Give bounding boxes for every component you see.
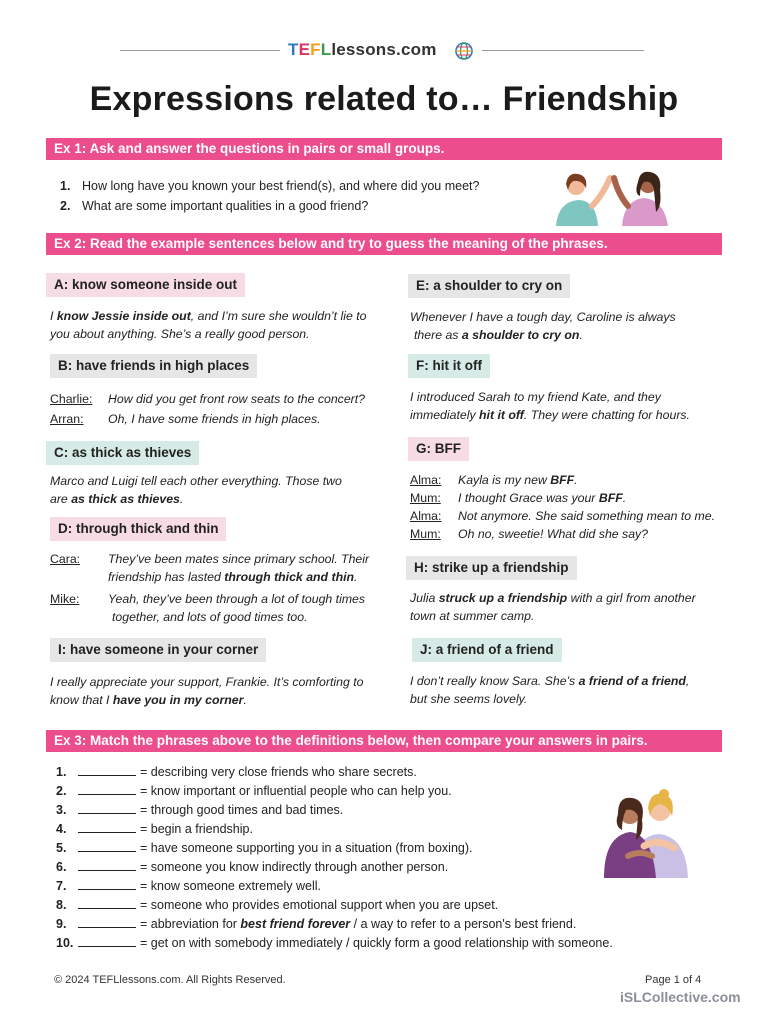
phrase-j-label: J: a friend of a friend [412,638,562,662]
answer-blank[interactable] [78,934,136,947]
question-number: 2. [60,199,71,213]
answer-blank[interactable] [78,896,136,909]
text-run: with a girl from another [567,591,696,605]
definition-text: = abbreviation for [140,917,241,931]
phrase-c-label: C: as thick as thieves [46,441,199,465]
highlight-phrase: a friend of a friend [578,674,686,688]
speaker-name: Alma: [410,509,442,523]
page-title: Expressions related to… Friendship [89,80,679,118]
answer-blank[interactable] [78,820,136,833]
item-number: 7. [56,879,67,893]
definition-item [56,934,613,950]
phrase-f-label: F: hit it off [408,354,490,378]
phrase-a-label: A: know someone inside out [46,273,245,297]
phrase-d-dialogue [50,550,390,630]
question-text: How long have you known your best friend(s), and where did you meet? [82,179,480,193]
item-number: 6. [56,860,67,874]
brand-letter-t: T [288,40,299,59]
definition-item [56,782,452,798]
definition-text: = know someone extremely well. [140,879,321,893]
text-run: I [50,309,57,323]
definition-text: = have someone supporting you in a situation (from boxing). [140,841,473,855]
speaker-name: Arran: [50,412,84,426]
text-run: , and I’m sure she wouldn’t lie to [190,309,367,323]
text-run: . [574,473,578,487]
definition-text: = know important or influential people who can help you. [140,784,452,798]
definition-item [56,820,253,836]
page-number: Page 1 of 4 [645,974,702,986]
phrase-g-dialogue [410,471,730,547]
text-run: I thought Grace was your [458,491,599,505]
definition-text: / a way to refer to a person's best friend. [350,917,577,931]
definition-item [56,896,498,912]
text-run: town at summer camp. [410,609,535,623]
highlight-phrase: have you in my corner [112,693,244,707]
phrase-g-label: G: BFF [408,437,469,461]
definition-text: = get on with somebody immediately / quickly form a good relationship with someone. [140,936,613,950]
text-run: . [579,328,583,342]
item-number: 2. [56,784,67,798]
dialogue-line [458,489,626,507]
text-run: know that I [50,693,113,707]
speaker-name: Mike: [50,592,80,606]
ex1-question [60,199,368,213]
dialogue-line [108,568,357,586]
high-five-illustration [552,166,676,226]
header-rule-left [120,50,280,51]
phrase-i-label: I: have someone in your corner [50,638,266,662]
globe-icon [454,41,474,61]
item-number: 9. [56,917,67,931]
highlight-phrase: BFF [550,473,575,487]
ex1-heading: Ex 1: Ask and answer the questions in pairs or small groups. [46,138,722,160]
text-run: . [622,491,627,505]
item-number: 4. [56,822,67,836]
text-run: , [685,674,690,688]
highlight-phrase: struck up a friendship [438,591,568,605]
phrase-a-example [50,307,390,343]
question-text: What are some important qualities in a good friend? [82,199,369,213]
definition-text: = describing very close friends who share secrets. [140,765,417,779]
phrase-f-example [410,388,730,424]
text-run: there as [414,328,462,342]
highlight-phrase: through thick and thin [224,570,355,584]
definition-text: = through good times and bad times. [140,803,344,817]
dialogue-line: together, and lots of good times too. [112,610,308,624]
hug-illustration [600,786,692,878]
dialogue-line: Oh, I have some friends in high places. [108,412,321,426]
text-run: I introduced Sarah to my friend Kate, and they [410,390,661,404]
dialogue-line: Not anymore. She said something mean to me. [458,509,715,523]
phrase-c-example [50,472,390,508]
brand-letter-f: F [310,40,321,59]
text-run: but she seems lovely. [410,692,528,706]
dialogue-line [458,471,578,489]
dialogue-line: Oh no, sweetie! What did she say? [458,527,649,541]
phrase-e-example [410,308,730,344]
answer-blank[interactable] [78,782,136,795]
phrase-h-label: H: strike up a friendship [406,556,577,580]
highlight-phrase: know Jessie inside out [56,309,191,323]
answer-blank[interactable] [78,839,136,852]
text-run: Kayla is my new [458,473,551,487]
definition-item [56,858,448,874]
answer-blank[interactable] [78,763,136,776]
item-number: 10. [56,936,74,950]
answer-blank[interactable] [78,858,136,871]
watermark: iSLCollective.com [620,989,741,1005]
text-run: . [354,570,358,584]
ex1-question [60,179,479,193]
brand-letter-e: E [298,40,311,59]
header-rule-right [482,50,644,51]
text-run: I don’t really know Sara. She’s [410,674,579,688]
speaker-name: Charlie: [50,392,93,406]
phrase-d-label: D: through thick and thin [50,517,226,541]
definition-item [56,915,576,931]
definition-text: = someone who provides emotional support when you are upset. [140,898,499,912]
phrase-h-example [410,589,730,625]
text-run: friendship has lasted [108,570,225,584]
phrase-e-label: E: a shoulder to cry on [408,274,570,298]
highlight-phrase: as thick as thieves [71,492,180,506]
dialogue-line: They’ve been mates since primary school. Their [108,552,370,566]
highlight-phrase: hit it off [479,408,524,422]
text-run: you about anything. She’s a really good person. [50,327,310,341]
text-run: Whenever I have a tough day, Caroline is always [410,310,676,324]
text-run: . They were chatting for hours. [523,408,690,422]
text-run: . [243,693,247,707]
phrase-b-dialogue [50,390,390,430]
text-run: Julia [410,591,439,605]
text-run: I really appreciate your support, Frankie. It’s comforting to [50,675,364,689]
item-number: 3. [56,803,67,817]
definition-text: = begin a friendship. [140,822,253,836]
dialogue-line: Yeah, they’ve been through a lot of tough times [108,592,366,606]
text-run: Marco and Luigi tell each other everything. Those two [50,474,342,488]
definition-item [56,839,472,855]
speaker-name: Mum: [410,527,441,541]
item-number: 8. [56,898,67,912]
phrase-i-example [50,673,390,709]
question-number: 1. [60,179,71,193]
dialogue-line: How did you get front row seats to the concert? [108,392,366,406]
brand-rest: lessons.com [331,40,437,59]
speaker-name: Cara: [50,552,81,566]
ex3-heading: Ex 3: Match the phrases above to the definitions below, then compare your answers in pairs. [46,730,722,752]
definition-text: = someone you know indirectly through another person. [140,860,449,874]
text-run: are [50,492,72,506]
definition-item [56,763,417,779]
highlight-phrase: best friend forever [240,917,351,931]
phrase-j-example [410,672,730,708]
text-run: . [179,492,184,506]
ex2-heading: Ex 2: Read the example sentences below and try to guess the meaning of the phrases. [46,233,722,255]
brand-letter-l: L [320,40,332,59]
item-number: 1. [56,765,67,779]
answer-blank[interactable] [78,801,136,814]
answer-blank[interactable] [78,877,136,890]
speaker-name: Mum: [410,491,441,505]
answer-blank[interactable] [78,915,136,928]
text-run: immediately [410,408,480,422]
brand-logo [288,40,437,60]
definition-item [56,801,343,817]
speaker-name: Alma: [410,473,442,487]
definition-item [56,877,321,893]
highlight-phrase: BFF [598,491,623,505]
item-number: 5. [56,841,67,855]
highlight-phrase: a shoulder to cry on [461,328,580,342]
phrase-b-label: B: have friends in high places [50,354,257,378]
copyright-text: © 2024 TEFLlessons.com. All Rights Reserved. [54,974,286,986]
